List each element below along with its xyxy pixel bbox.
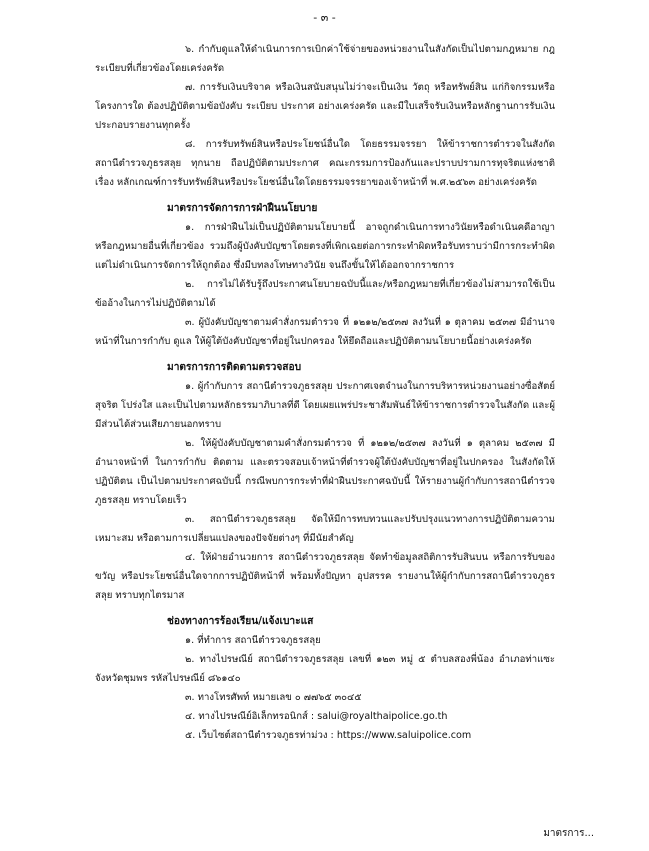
continuation-footer: มาตรการ... [543, 828, 594, 839]
channel-office: ๑. ที่ทำการ สถานีตำรวจภูธรสลุย [185, 635, 321, 646]
monitoring-item-4: ๔. ให้ฝ่ายอำนวยการ สถานีตำรวจภูธรสลุย จัดทำข้อมูลสถิติการรับสินบน หรือการรับของขวัญ หรือประโยชน์อื่นใดจากการปฏิบัติหน้าที่ พร้อมทั้งปัญหา อุปสรรค รายงานให้ผู้กำกับการสถานีตำรวจภูธรสลุย ทราบทุกไตรมาส [95, 552, 555, 601]
paragraph-item-6: ๖. กำกับดูแลให้ดำเนินการการเบิกค่าใช้จ่ายของหน่วยงานในสังกัดเป็นไปตามกฎหมาย กฎระเบียบที่เกี่ยวข้องโดยเคร่งครัด [95, 44, 555, 74]
channel-website: ๕. เว็บไซต์สถานีตำรวจภูธรท่าม่วง : https://www.saluipolice.com [185, 730, 472, 741]
heading-violation-measures: มาตรการจัดการการฝ่าฝืนนโยบาย [167, 203, 318, 214]
violation-item-3: ๓. ผู้บังคับบัญชาตามคำสั่งกรมตำรวจ ที่ ๑๒๑๒/๒๕๓๗ ลงวันที่ ๑ ตุลาคม ๒๕๓๗ มีอำนาจหน้าที่ในการกำกับ ดูแล ให้ผู้ใต้บังคับบัญชาที่อยู่ในปกครอง ให้ยึดถือและปฏิบัติตามนโยบายนี้อย่างเคร่งครัด [95, 317, 555, 347]
monitoring-item-2: ๒. ให้ผู้บังคับบัญชาตามคำสั่งกรมตำรวจ ที่ ๑๒๑๒/๒๕๓๗ ลงวันที่ ๑ ตุลาคม ๒๕๓๗ มีอำนาจหน้าที่ ในการกำกับ ติดตาม และตรวจสอบเจ้าหน้าที่ตำรวจผู้ใต้บังคับบัญชาที่อยู่ในปกครอง ในสังกัดให้ปฏิบัติตน เป็นไปตามประกาศฉบับนี้ กรณีพบการกระทำที่ฝ่าฝืนประกาศฉบับนี้ ให้รายงานผู้กำกับการสถานีตำรวจภูธรสลุย ทราบโดยเร็ว [95, 438, 555, 506]
monitoring-item-3: ๓. สถานีตำรวจภูธรสลุย จัดให้มีการทบทวนและปรับปรุงแนวทางการปฏิบัติตามความเหมาะสม หรือตามการเปลี่ยนแปลงของปัจจัยต่างๆ ที่มีนัยสำคัญ [95, 514, 555, 544]
paragraph-item-8: ๘. การรับทรัพย์สินหรือประโยชน์อื่นใด โดยธรรมจรรยา ให้ข้าราชการตำรวจในสังกัดสถานีตำรวจภูธรสลุย ทุกนาย ถือปฏิบัติตามประกาศ คณะกรรมการป้องกันและปราบปรามการทุจริตแห่งชาติ เรื่อง หลักเกณฑ์การรับทรัพย์สินหรือประโยชน์อื่นใดโดยธรรมจรรยาของเจ้าหน้าที่ พ.ศ.๒๕๖๓ อย่างเคร่งครัด [95, 139, 555, 188]
monitoring-item-1: ๑. ผู้กำกับการ สถานีตำรวจภูธรสลุย ประกาศเจตจำนงในการบริหารหน่วยงานอย่างซื่อสัตย์ สุจริต โปร่งใส และเป็นไปตามหลักธรรมาภิบาลที่ดี โดยเผยแพร่ประชาสัมพันธ์ให้ข้าราชการตำรวจในสังกัด และผู้มีส่วนได้ส่วนเสียภายนอกทราบ [95, 381, 555, 430]
heading-monitoring-measures: มาตรการการติดตามตรวจสอบ [167, 362, 302, 373]
page-number: - ๓ - [313, 11, 336, 24]
violation-item-1: ๑. การฝ่าฝืนไม่เป็นปฏิบัติตามนโยบายนี้ อาจถูกดำเนินการทางวินัยหรือดำเนินคดีอาญาหรือกฎหมายอื่นที่เกี่ยวข้อง รวมถึงผู้บังคับบัญชาโดยตรงที่เพิกเฉยต่อการกระทำผิดหรือรับทราบว่ามีการกระทำผิดแต่ไม่ดำเนินการจัดการให้ถูกต้อง ซึ่งมีบทลงโทษทางวินัย จนถึงขั้นให้ได้ออกจากราชการ [95, 222, 555, 271]
channel-phone: ๓. ทางโทรศัพท์ หมายเลข ๐ ๗๗๖๕ ๓๐๔๕ [185, 692, 362, 703]
violation-item-2: ๒. การไม่ได้รับรู้ถึงประกาศนโยบายฉบับนี้และ/หรือกฎหมายที่เกี่ยวข้องไม่สามารถใช้เป็นข้ออ้างในการไม่ปฏิบัติตามได้ [95, 279, 555, 309]
paragraph-item-7: ๗. การรับเงินบริจาค หรือเงินสนับสนุนไม่ว่าจะเป็นเงิน วัตถุ หรือทรัพย์สิน แก่กิจกรรมหรือโครงการใด ต้องปฏิบัติตามข้อบังคับ ระเบียบ ประกาศ อย่างเคร่งครัด และมีใบเสร็จรับเงินหรือหลักฐานการรับเงินประกอบรายงานทุกครั้ง [95, 82, 555, 131]
heading-complaint-channels: ช่องทางการร้องเรียน/แจ้งเบาะแส [167, 616, 314, 627]
channel-post: ๒. ทางไปรษณีย์ สถานีตำรวจภูธรสลุย เลขที่ ๑๒๓ หมู่ ๕ ตำบลสองพี่น้อง อำเภอท่าแซะ จังหวัดชุมพร รหัสไปรษณีย์ ๘๖๑๔๐ [95, 654, 555, 684]
document-body [95, 40, 555, 745]
channel-email: ๔. ทางไปรษณีย์อิเล็กทรอนิกส์ : salui@royalthaipolice.go.th [185, 711, 448, 722]
